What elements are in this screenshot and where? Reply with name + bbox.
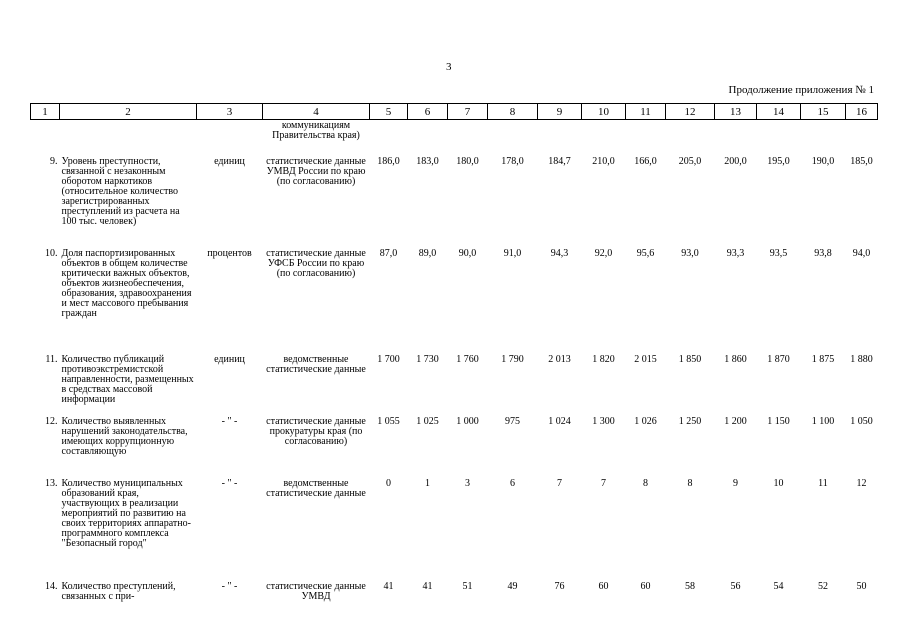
value-cell: 7 — [557, 478, 562, 489]
value-cell: 1 050 — [850, 416, 873, 427]
indicators-table — [30, 103, 878, 612]
row-number: 9. — [50, 156, 58, 167]
value-cell: 210,0 — [592, 156, 615, 167]
value-cell: 190,0 — [811, 156, 835, 167]
value-cell: 93,5 — [769, 248, 788, 259]
table-row — [31, 417, 878, 479]
unit-cell: единиц — [214, 156, 245, 167]
value-cell: 41 — [383, 581, 394, 592]
value-cell: 1 024 — [548, 416, 571, 427]
row-number: 12. — [45, 416, 58, 427]
value-cell: 56 — [730, 581, 741, 592]
page-number: 3 — [446, 61, 452, 73]
value-cell: 12 — [856, 478, 867, 489]
indicator-name: Количество преступлений, связанных с при- — [61, 581, 176, 602]
column-header: 3 — [197, 104, 263, 120]
value-cell: 1 790 — [501, 354, 524, 365]
value-cell: 1 100 — [811, 416, 835, 427]
value-cell: 1 026 — [634, 416, 657, 427]
unit-cell: единиц — [214, 354, 245, 365]
indicator-name: Уровень преступности, связанной с незаконным оборотом наркотиков (относительное количество зарегистрированных преступлений из расчета на 100 тыс. человек) — [61, 156, 180, 227]
header-row — [31, 104, 878, 120]
value-cell: 183,0 — [416, 156, 439, 167]
value-cell: 1 200 — [724, 416, 747, 427]
value-cell: 90,0 — [458, 248, 477, 259]
column-header: 7 — [448, 104, 488, 120]
value-cell: 92,0 — [594, 248, 613, 259]
value-cell: 186,0 — [377, 156, 400, 167]
value-cell: 1 — [425, 478, 430, 489]
value-cell: 166,0 — [634, 156, 657, 167]
value-cell: 1 300 — [592, 416, 615, 427]
value-cell: 195,0 — [767, 156, 790, 167]
value-cell: 1 880 — [850, 354, 873, 365]
value-cell: 89,0 — [418, 248, 437, 259]
value-cell: 1 870 — [767, 354, 790, 365]
value-cell: 1 000 — [456, 416, 479, 427]
unit-cell: процентов — [207, 248, 252, 259]
value-cell: 1 250 — [678, 416, 702, 427]
value-cell: 1 850 — [678, 354, 702, 365]
source-cell: статистические данные прокуратуры края (по согласованию) — [266, 416, 366, 447]
column-header: 8 — [488, 104, 538, 120]
value-cell: 1 055 — [377, 416, 400, 427]
value-cell: 1 860 — [724, 354, 747, 365]
value-cell: 95,6 — [636, 248, 655, 259]
value-cell: 184,7 — [548, 156, 571, 167]
value-cell: 94,0 — [852, 248, 871, 259]
value-cell: 51 — [462, 581, 473, 592]
value-cell: 1 820 — [592, 354, 615, 365]
value-cell: 50 — [856, 581, 867, 592]
indicator-name: Количество публикаций противоэкстремистской направленности, размещенных в средствах массовой информации — [61, 354, 194, 405]
value-cell: 76 — [554, 581, 565, 592]
table-row — [31, 249, 878, 355]
source-cell: ведомственные статистические данные — [266, 478, 366, 499]
value-cell: 49 — [507, 581, 518, 592]
row-number: 10. — [45, 248, 58, 259]
value-cell: 11 — [818, 478, 828, 489]
value-cell: 178,0 — [501, 156, 524, 167]
value-cell: 200,0 — [724, 156, 747, 167]
value-cell: 58 — [685, 581, 695, 592]
column-header: 5 — [370, 104, 408, 120]
row-number: 11. — [45, 354, 58, 365]
value-cell: 1 730 — [416, 354, 439, 365]
continuation-row — [31, 120, 878, 158]
value-cell: 52 — [818, 581, 828, 592]
value-cell: 93,0 — [681, 248, 699, 259]
value-cell: 7 — [601, 478, 606, 489]
value-cell: 54 — [773, 581, 784, 592]
value-cell: 1 760 — [456, 354, 479, 365]
column-header: 10 — [582, 104, 626, 120]
source-cell: статистические данные УМВД — [266, 581, 366, 602]
value-cell: 87,0 — [379, 248, 398, 259]
value-cell: 185,0 — [850, 156, 873, 167]
column-header: 4 — [263, 104, 370, 120]
value-cell: 2 015 — [634, 354, 657, 365]
column-header: 2 — [60, 104, 197, 120]
column-header: 12 — [666, 104, 715, 120]
source-cell: статистические данные УФСБ России по краю (по согласованию) — [266, 248, 366, 279]
unit-cell: - " - — [221, 416, 238, 427]
indicator-name: Количество выявленных нарушений законодательства, имеющих коррупционную составляющую — [61, 416, 188, 457]
value-cell: 60 — [598, 581, 609, 592]
column-header: 6 — [408, 104, 448, 120]
value-cell: 205,0 — [678, 156, 702, 167]
value-cell: 93,3 — [726, 248, 745, 259]
value-cell: 1 150 — [767, 416, 790, 427]
value-cell: 3 — [465, 478, 470, 489]
column-header: 16 — [846, 104, 878, 120]
table-row — [31, 582, 878, 612]
continuation-label: Продолжение приложения № 1 — [728, 84, 874, 96]
value-cell: 0 — [386, 478, 391, 489]
value-cell: 41 — [422, 581, 433, 592]
value-cell: 8 — [687, 478, 693, 489]
value-cell: 6 — [510, 478, 515, 489]
column-header: 15 — [801, 104, 846, 120]
table-row — [31, 355, 878, 417]
source-cell: статистические данные УМВД России по краю (по согласованию) — [266, 156, 366, 187]
value-cell: 10 — [773, 478, 784, 489]
value-cell: 94,3 — [550, 248, 569, 259]
source-cell: коммуникациям Правительства края) — [272, 120, 360, 141]
value-cell: 975 — [505, 416, 520, 427]
value-cell: 1 875 — [811, 354, 835, 365]
value-cell: 1 700 — [377, 354, 400, 365]
value-cell: 91,0 — [503, 248, 522, 259]
value-cell: 9 — [733, 478, 738, 489]
column-header: 13 — [715, 104, 757, 120]
value-cell: 2 013 — [548, 354, 571, 365]
unit-cell: - " - — [221, 581, 238, 592]
column-header: 14 — [757, 104, 801, 120]
value-cell: 8 — [643, 478, 648, 489]
value-cell: 93,8 — [814, 248, 832, 259]
value-cell: 60 — [640, 581, 651, 592]
table-row — [31, 157, 878, 249]
value-cell: 1 025 — [416, 416, 439, 427]
row-number: 14. — [45, 581, 58, 592]
unit-cell: - " - — [221, 478, 238, 489]
column-header: 9 — [538, 104, 582, 120]
column-header: 1 — [31, 104, 60, 120]
column-header: 11 — [626, 104, 666, 120]
table-row — [31, 479, 878, 582]
value-cell: 180,0 — [456, 156, 479, 167]
indicator-name: Доля паспортизированных объектов в общем количестве критически важных объектов, объектов жизнеобеспечения, образования, здравоохранения и мест массового пребывания граждан — [61, 248, 192, 319]
source-cell: ведомственные статистические данные — [266, 354, 366, 375]
row-number: 13. — [45, 478, 58, 489]
indicator-name: Количество муниципальных образований края, участвующих в реализации мероприятий по развитию на своих территориях аппаратно-программного комплекса "Безопасный город" — [61, 478, 191, 549]
